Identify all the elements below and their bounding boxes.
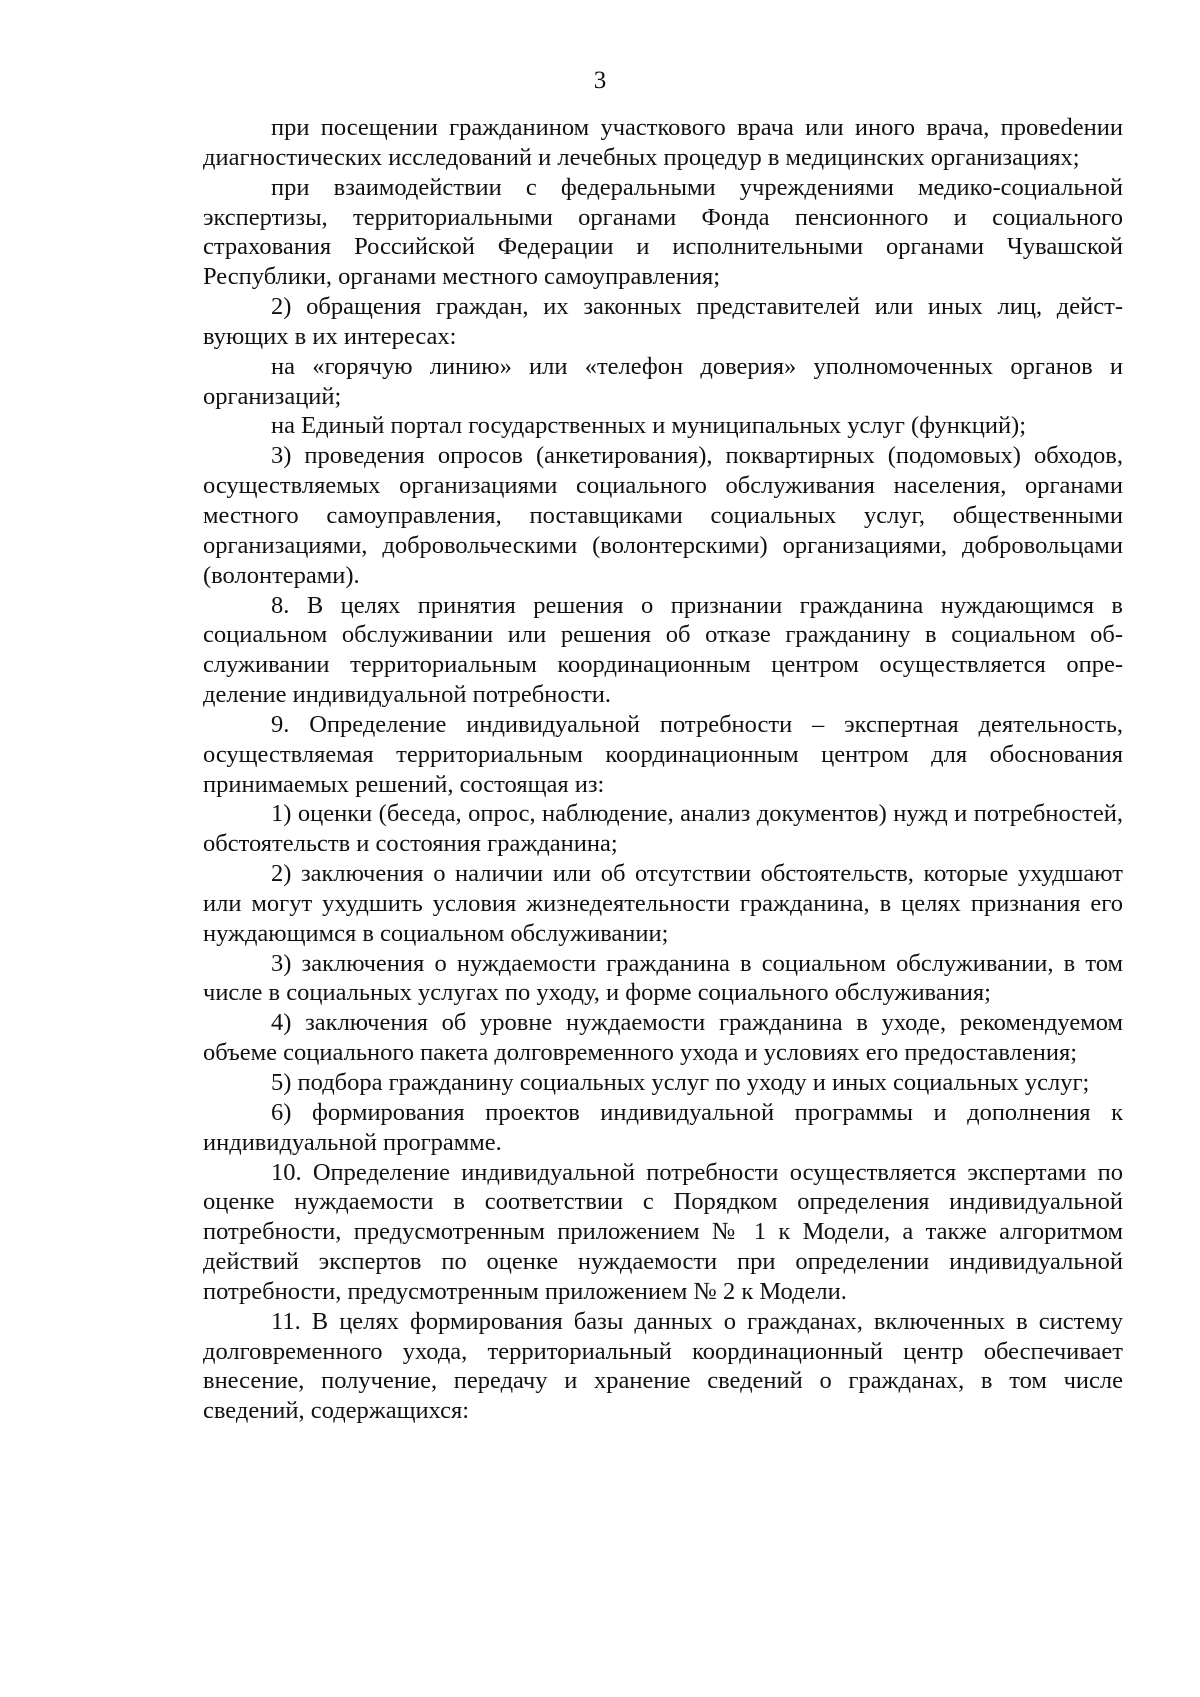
paragraph-section-9-item-5: 5) подбора гражданину социальных услуг по уходу и иных социальных услуг; [271,1069,1090,1096]
page-number: 3 [593,67,607,94]
paragraph-item-3-surveys: 3) проведения опросов (анкетирования), поквартирных (подомовых) обходов, осуществляемых организациями социального обслуживания населения, органами местного самоуправления, поставщиками социальных услуг, общественными организациями, добровольческими (волонтерскими) организациями, добровольцами (волонтерами). [203,442,1123,589]
paragraph-section-8: 8. В целях принятия решения о признании гражданина нуждающимся в социальном обслуживании или решения об отказе гражданину в социальном обслуживании территориальным координационным центром осуществляется определение индивидуальной потребности. [203,591,1123,709]
paragraph-section-9-item-3: 3) заключения о нуждаемости гражданина в социальном обслуживании, в том числе в социальных услугах по уходу, и форме социального обслуживания; [203,949,1123,1007]
paragraph-section-9-item-1: 1) оценки (беседа, опрос, наблюдение, анализ документов) нужд и потребностей, обстоятельств и состояния гражданина; [203,800,1123,858]
document-body [203,113,1123,1426]
paragraph-section-10: 10. Определение индивидуальной потребности осуществляется экспертами по оценке нуждаемости в соответствии с Порядком определения индивидуальной потребности, предусмотренным приложением № 1 к Модели, а также алгоритмом действий экспертов по оценке нуждаемости при определении индивидуальной потребности, предусмотренным приложением № 2 к Модели. [203,1158,1123,1305]
paragraph-single-portal: на Единый портал государственных и муниципальных услуг (функций); [271,412,1027,440]
paragraph-visit-doctor: при посещении гражданином участкового врача или иного врача, провеdении диагностических исследований и лечебных процедур в медицинских организациях; [203,114,1123,171]
paragraph-section-11: 11. В целях формирования базы данных о гражданах, включенных в систему долговременного ухода, территориальный координационный центр обеспечивает внесение, получение, передачу и хранение сведений о гражданах, в том числе сведений, содержащихся: [203,1307,1123,1425]
paragraph-hotline: на «горячую линию» или «телефон доверия» уполномоченных органов и организаций; [203,352,1123,410]
paragraph-section-9-item-2: 2) заключения о наличии или об отсутствии обстоятельств, которые ухудшают или могут ухудшить условия жизнедеятельности гражданина, в целях признания его нуждающимся в социальном обслуживании; [203,860,1123,947]
paragraph-item-2-appeals: 2) обращения граждан, их законных представителей или иных лиц, действующих в их интересах: [203,293,1123,350]
paragraph-federal-interaction: при взаимодействии с федеральными учреждениями медико-социальной экспертизы, территориальными органами Фонда пенсионного и социального страхования Российской Федерации и исполнительными органами Чувашской Республики, органами местного самоуправления; [203,173,1123,291]
paragraph-section-9: 9. Определение индивидуальной потребности – экспертная деятельность, осуществляемая территориальным координационным центром для обоснования принимаемых решений, состоящая из: [203,710,1123,798]
paragraph-section-9-item-4: 4) заключения об уровне нуждаемости гражданина в уходе, рекомендуемом объеме социального пакета долговременного ухода и условиях его предоставления; [203,1009,1123,1067]
paragraph-section-9-item-6: 6) формирования проектов индивидуальной программы и дополнения к индивидуальной программе. [203,1098,1123,1156]
